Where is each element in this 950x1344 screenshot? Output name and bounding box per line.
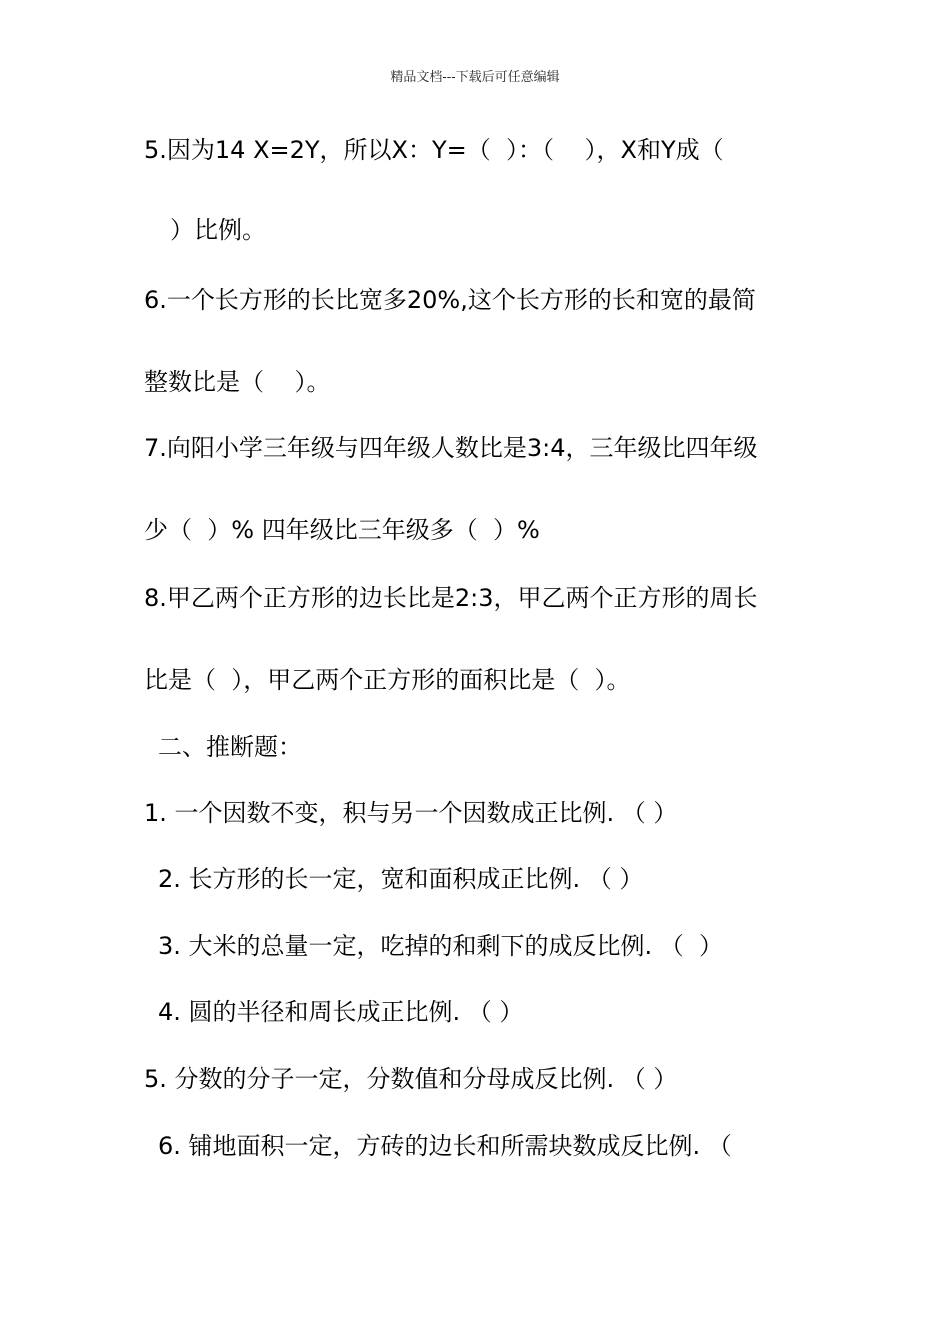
judgement-item-6: 6. 铺地面积一定，方砖的边长和所需块数成反比例. （ <box>158 1132 732 1160</box>
question-8-line-2: 比是（ ），甲乙两个正方形的面积比是（ ）。 <box>144 666 631 694</box>
judgement-item-3: 3. 大米的总量一定，吃掉的和剩下的成反比例. （ ） <box>158 932 724 960</box>
question-5-line-1: 5.因为14 X=2Y，所以X：Y=（ ）：（ ），X和Y成（ <box>144 136 724 164</box>
judgement-item-2: 2. 长方形的长一定，宽和面积成正比例. （ ） <box>158 865 644 893</box>
question-7-line-2: 少（ ）% 四年级比三年级多（ ）% <box>144 516 540 544</box>
judgement-item-4: 4. 圆的半径和周长成正比例. （ ） <box>158 998 524 1026</box>
question-6-line-2: 整数比是（ ）。 <box>144 368 331 396</box>
question-5-line-2: ）比例。 <box>170 216 266 244</box>
judgement-item-5: 5. 分数的分子一定，分数值和分母成反比例. （ ） <box>144 1065 678 1093</box>
judgement-item-1: 1. 一个因数不变，积与另一个因数成正比例. （ ） <box>144 799 678 827</box>
section-heading: 二、推断题： <box>158 733 302 761</box>
question-7-line-1: 7.向阳小学三年级与四年级人数比是3:4，三年级比四年级 <box>144 434 758 462</box>
question-6-line-1: 6.一个长方形的长比宽多20%,这个长方形的长和宽的最简 <box>144 286 756 314</box>
question-8-line-1: 8.甲乙两个正方形的边长比是2:3，甲乙两个正方形的周长 <box>144 584 758 612</box>
page-header: 精品文档---下载后可任意编辑 <box>390 70 560 85</box>
